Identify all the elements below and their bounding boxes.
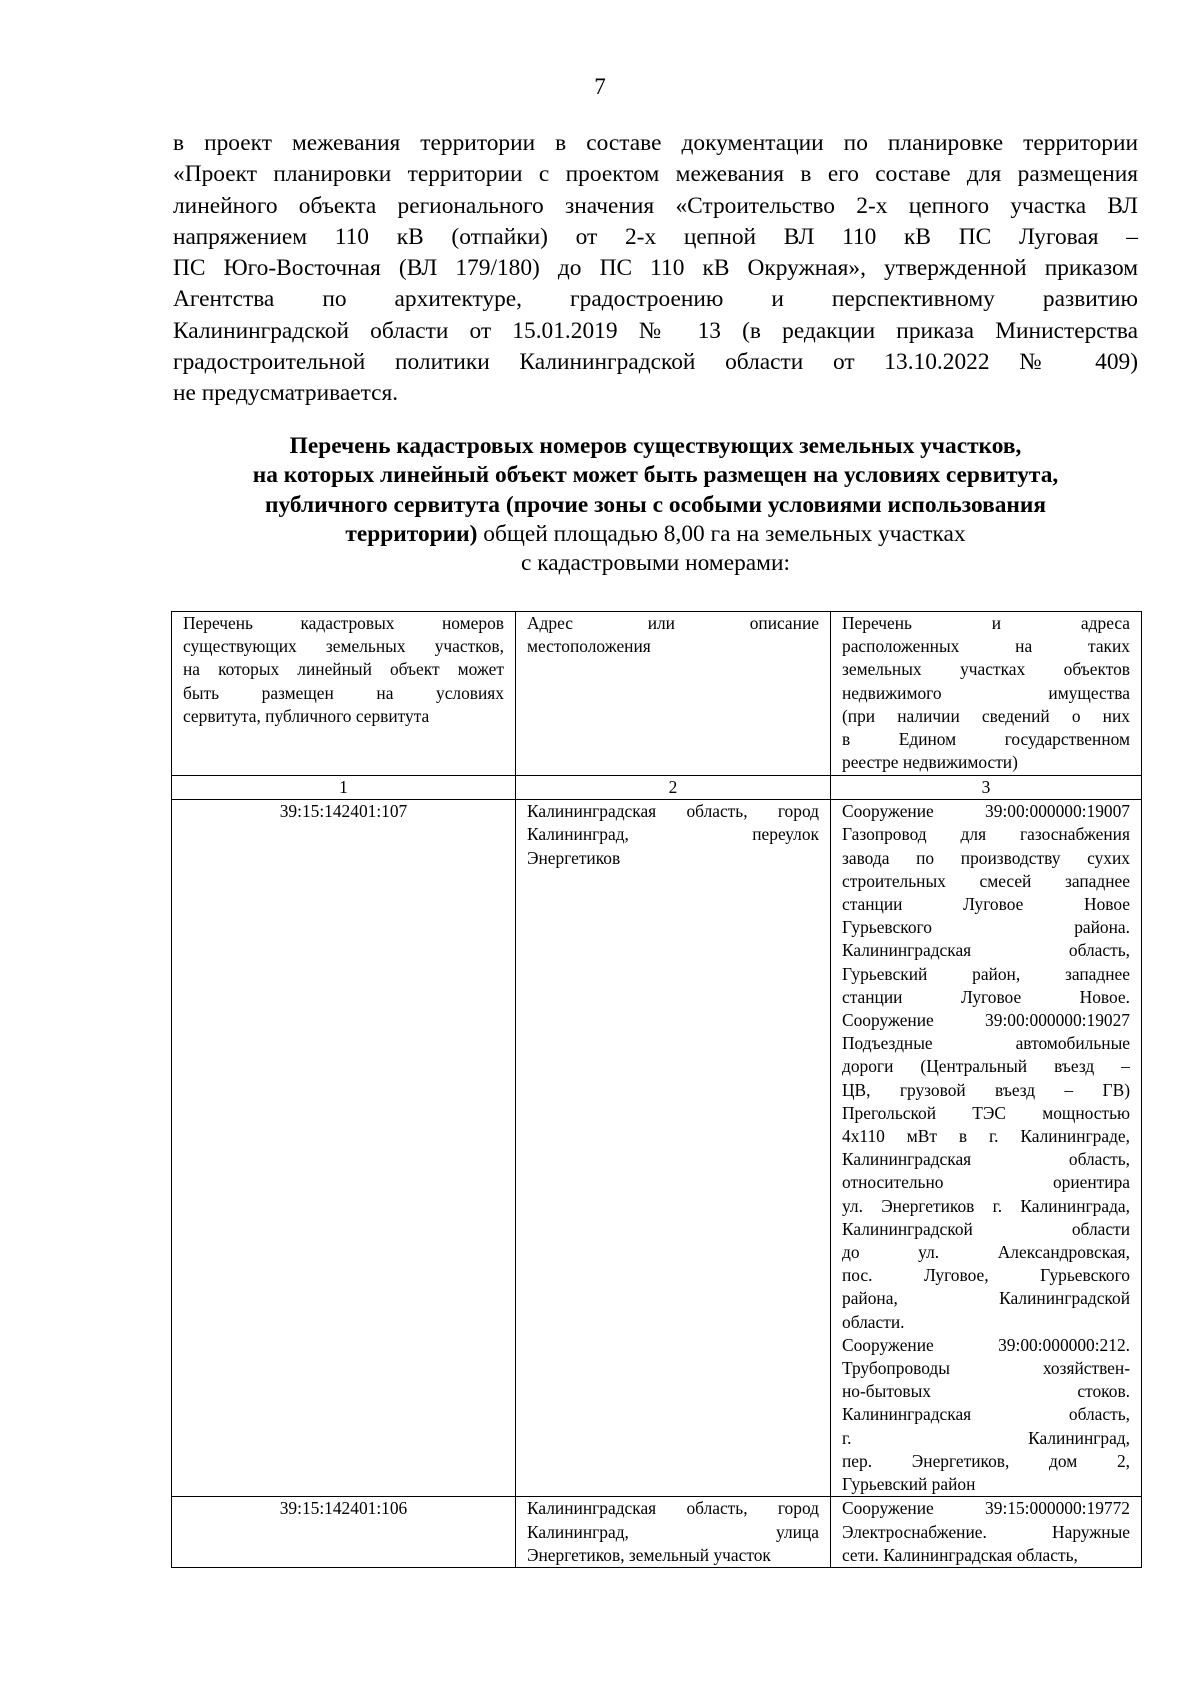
intro-paragraph: [173, 128, 1138, 410]
cell-line: но-бытовых стоков.: [842, 1381, 1130, 1402]
cell-line: (при наличии сведений о них: [842, 705, 1130, 726]
cell-line: Сооружение 39:00:000000:19007: [842, 801, 1130, 822]
header-cell-cadastral: [172, 612, 516, 776]
cell-line: г. Калининград,: [842, 1427, 1130, 1448]
cell-line: до ул. Александровская,: [842, 1242, 1130, 1263]
cell-line: Калининградская область,: [842, 1404, 1130, 1425]
cell-line: Сооружение 39:00:000000:19027: [842, 1010, 1130, 1031]
cell-line: пос. Луговое, Гурьевского: [842, 1265, 1130, 1286]
heading-line: Перечень кадастровых номеров существующих земельных участков,: [289, 433, 1022, 459]
cell-line: района, Калининградской: [842, 1288, 1130, 1309]
cell-line: Газопровод для газоснабжения: [842, 824, 1130, 845]
column-number-cell: 1: [172, 776, 516, 800]
address-cell: [516, 1497, 831, 1568]
cell-line: Гурьевского района.: [842, 917, 1130, 938]
cell-line: ул. Энергетиков г. Калининграда,: [842, 1195, 1130, 1216]
cell-line: Калининград, переулок: [527, 824, 819, 845]
cell-line: пер. Энергетиков, дом 2,: [842, 1450, 1130, 1471]
cell-line: Калининградская область,: [842, 1149, 1130, 1170]
cell-line: Гурьевский район: [842, 1474, 976, 1495]
cell-line: Калининград, улица: [527, 1521, 819, 1542]
cell-line: Энергетиков: [527, 847, 621, 868]
cell-line: Калининградской области: [842, 1218, 1130, 1239]
cell-line: Адрес или описание: [527, 613, 819, 633]
cell-line: Прегольской ТЭС мощностью: [842, 1102, 1130, 1123]
cell-line: существующих земельных участков,: [183, 636, 504, 657]
heading-line: на которых линейный объект может быть размещен на условиях сервитута,: [252, 462, 1059, 489]
cell-line: относительно ориентира: [842, 1172, 1130, 1193]
intro-line: «Проект планировки территории с проектом межевания в его составе для размещения: [173, 161, 1138, 188]
cell-line: Сооружение 39:15:000000:19772: [842, 1498, 1130, 1519]
cell-line: расположенных на таких: [842, 636, 1130, 657]
heading-line: с кадастровыми номерами:: [521, 550, 790, 577]
table-row: [172, 1497, 1142, 1568]
cell-line: земельных участках объектов: [842, 659, 1130, 680]
cell-line: Сооружение 39:00:000000:212.: [842, 1334, 1130, 1355]
cell-line: в Едином государственном: [842, 729, 1130, 750]
cell-line: на которых линейный объект может: [183, 659, 504, 680]
cell-line: реестре недвижимости): [842, 752, 1018, 773]
cell-line: завода по производству сухих: [842, 847, 1130, 868]
cell-line: быть размещен на условиях: [183, 682, 504, 703]
section-heading: [173, 432, 1138, 578]
column-number-cell: 2: [516, 776, 831, 800]
cell-line: сети. Калининградская область,: [842, 1544, 1078, 1565]
intro-line: ПС Юго-Восточная (ВЛ 179/180) до ПС 110 кВ Окружная», утвержденной приказом: [173, 255, 1138, 282]
cell-line: дороги (Центральный въезд –: [842, 1056, 1130, 1077]
cell-line: строительных смесей западнее: [842, 870, 1130, 891]
intro-line: линейного объекта регионального значения «Строительство 2-х цепного участка ВЛ: [173, 192, 1138, 219]
table-header-row: [172, 612, 1142, 776]
intro-line: не предусматривается.: [173, 380, 399, 407]
objects-cell: [831, 1497, 1142, 1568]
intro-line: градостроительной политики Калининградской области от 13.10.2022 № 409): [173, 349, 1138, 376]
cell-line: области.: [842, 1311, 905, 1332]
cell-line: Калининградская область,: [842, 940, 1130, 961]
heading-line: территории) общей площадью 8,00 га на земельных участках: [345, 520, 966, 547]
column-number-row: [172, 776, 1142, 800]
column-number-cell: 3: [831, 776, 1142, 800]
header-cell-address: [516, 612, 831, 776]
cell-line: Калининградская область, город: [527, 1498, 819, 1519]
intro-line: в проект межевания территории в составе документации по планировке территории: [173, 130, 1138, 156]
cell-line: сервитута, публичного сервитута: [183, 705, 430, 726]
objects-cell: [831, 800, 1142, 1497]
cell-line: ЦВ, грузовой въезд – ГВ): [842, 1079, 1130, 1100]
page-number: 7: [594, 74, 606, 99]
intro-line: Агентства по архитектуре, градостроению и перспективному развитию: [173, 286, 1138, 313]
cell-line: станции Луговое Новое.: [842, 986, 1130, 1007]
cell-line: недвижимого имущества: [842, 682, 1130, 703]
cell-line: Перечень и адреса: [842, 613, 1130, 633]
cell-line: Калининградская область, город: [527, 801, 819, 822]
cell-line: Электроснабжение. Наружные: [842, 1521, 1130, 1542]
cell-line: Подъездные автомобильные: [842, 1033, 1130, 1054]
cell-line: местоположения: [527, 636, 651, 657]
cadastral-table: [171, 611, 1142, 1568]
cadastral-number-cell: 39:15:142401:106: [172, 1497, 516, 1568]
cell-line: Гурьевский район, западнее: [842, 963, 1130, 984]
intro-line: напряжением 110 кВ (отпайки) от 2-х цепной ВЛ 110 кВ ПС Луговая –: [173, 223, 1138, 250]
intro-line: Калининградской области от 15.01.2019 № 13 (в редакции приказа Министерства: [173, 317, 1138, 344]
cell-line: 4х110 мВт в г. Калининграде,: [842, 1126, 1130, 1147]
header-cell-objects: [831, 612, 1142, 776]
cell-line: Перечень кадастровых номеров: [183, 613, 504, 633]
cell-line: Энергетиков, земельный участок: [527, 1544, 771, 1565]
heading-line: публичного сервитута (прочие зоны с особыми условиями использования: [264, 491, 1047, 518]
table-row: [172, 800, 1142, 1497]
cadastral-number-cell: 39:15:142401:107: [172, 800, 516, 1497]
address-cell: [516, 800, 831, 1497]
cell-line: станции Луговое Новое: [842, 894, 1130, 915]
cell-line: Трубопроводы хозяйствен-: [842, 1358, 1130, 1379]
